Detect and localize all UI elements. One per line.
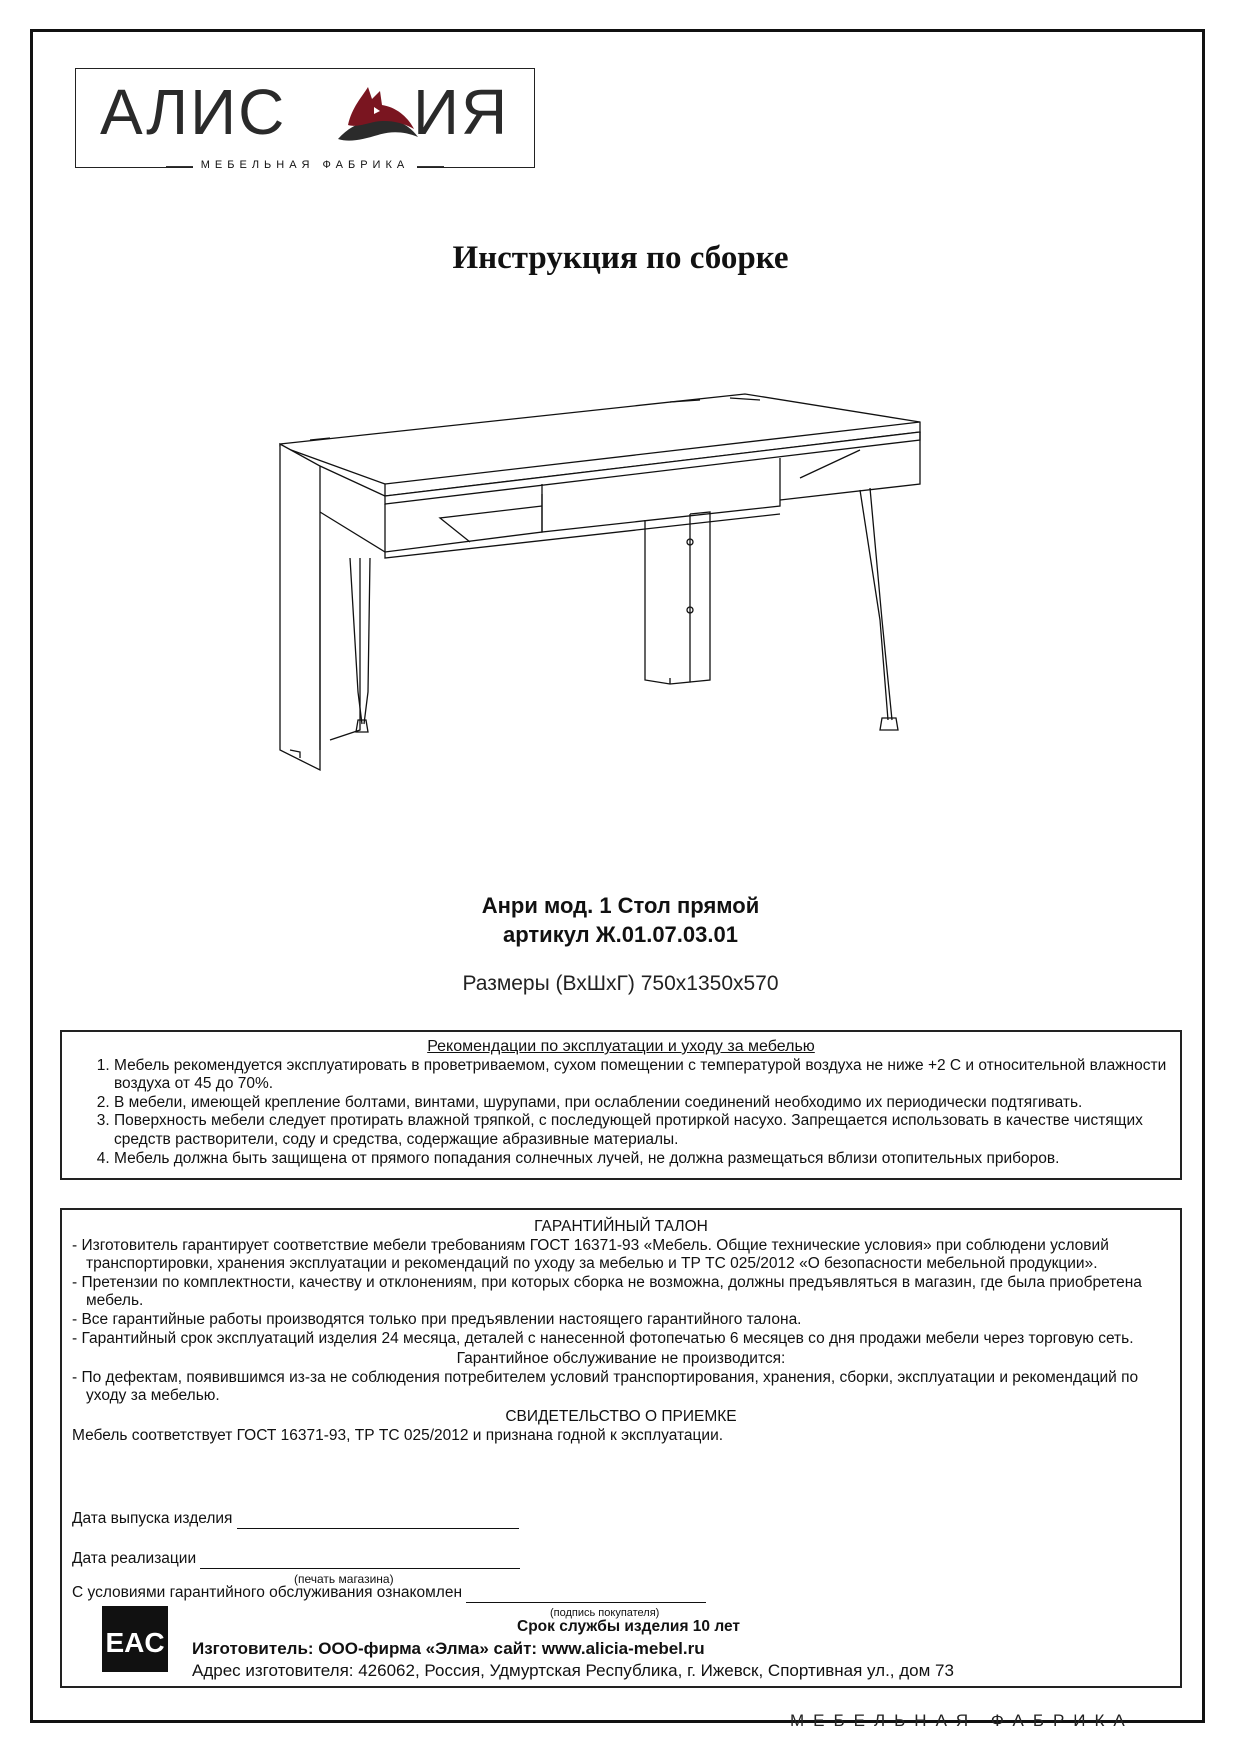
buyer-signature-field[interactable]: [466, 1602, 706, 1603]
recommendations-list: [74, 1057, 1168, 1169]
product-dimensions: Размеры (ВхШхГ) 750х1350х570: [462, 972, 779, 995]
agreement-label: С условиями гарантийного обслуживания ознакомлен: [72, 1584, 462, 1601]
warranty-card: [60, 1208, 1182, 1688]
desk-illustration: [270, 380, 930, 860]
product-name: Анри мод. 1 Стол прямой: [481, 893, 760, 918]
acceptance-title: СВИДЕТЕЛЬСТВО О ПРИЕМКЕ: [505, 1407, 737, 1425]
agreement-row: [72, 1584, 706, 1603]
logo-text-left: АЛИС: [100, 76, 287, 148]
brand-logo: [75, 68, 535, 171]
svg-text:EAC: EAC: [105, 1627, 165, 1658]
manufacturer-address: Адрес изготовителя: 426062, Россия, Удмуртская Республика, г. Ижевск, Спортивная ул., дом 73: [192, 1661, 954, 1680]
logo-subtitle: МЕБЕЛЬНАЯ ФАБРИКА: [76, 159, 534, 171]
care-recommendations: [60, 1030, 1182, 1180]
sale-date-row: [72, 1550, 520, 1569]
shop-stamp-caption: (печать магазина): [294, 1572, 394, 1586]
release-date-label: Дата выпуска изделия: [72, 1510, 233, 1527]
service-life: Срок службы изделия 10 лет: [517, 1618, 740, 1635]
list-item: 4. Мебель должна быть защищена от прямого попадания солнечных лучей, не должна размещаться вблизи отопительных приборов.: [114, 1150, 1168, 1169]
buyer-signature-caption: (подпись покупателя): [550, 1607, 660, 1619]
acceptance-text: Мебель соответствует ГОСТ 16371-93, ТР ТС 025/2012 и признана годной к эксплуатации.: [72, 1426, 724, 1444]
list-item: 2. В мебели, имеющей крепление болтами, винтами, шурупами, при ослаблении соединений необходимо их периодически подтягивать.: [114, 1094, 1168, 1113]
release-date-row: [72, 1510, 519, 1529]
list-item: - Гарантийный срок эксплуатаций изделия 24 месяца, деталей с нанесенной фотопечатью 6 месяцев со дня продажи мебели через торговую сеть.: [72, 1329, 1134, 1347]
list-item: 3. Поверхность мебели следует протирать влажной тряпкой, с последующей протиркой насухо. Запрещается использовать в качестве чистящих средств растворители, соду и средства, содержащие абразивные материалы.: [114, 1112, 1168, 1149]
release-date-field[interactable]: [237, 1528, 519, 1529]
eac-mark-icon: [102, 1606, 168, 1672]
warranty-title: ГАРАНТИЙНЫЙ ТАЛОН: [534, 1218, 708, 1235]
manufacturer-info: Изготовитель: ООО-фирма «Элма» сайт: www.alicia-mebel.ru: [192, 1639, 705, 1658]
sale-date-label: Дата реализации: [72, 1550, 197, 1567]
fox-logo-icon: [334, 81, 420, 151]
page-title: Инструкция по сборке: [452, 240, 789, 276]
no-service-title: Гарантийное обслуживание не производится:: [456, 1350, 786, 1368]
footer-brand: МЕБЕЛЬНАЯ ФАБРИКА: [790, 1711, 1134, 1730]
list-item: - По дефектам, появившимся из-за не соблюдения потребителем условий транспортирования, хранения, сборки, эксплуатации и рекомендаций по уходу за мебелью.: [72, 1368, 1139, 1405]
list-item: - Изготовитель гарантирует соответствие мебели требованиям ГОСТ 16371-93 «Мебель. Общие технические условия» при соблюдени условий транспортировки, хранения эксплуатации и рекомендаций по уходу за мебелью и ТР ТС 025/2012 «О безопасности мебельной продукции».: [72, 1236, 1109, 1273]
sale-date-field[interactable]: [200, 1568, 520, 1569]
list-item: - Претензии по комплектности, качеству и отклонениям, при которых сборка не возможна, должны предъявляться в магазин, где была приобретена мебель.: [72, 1273, 1142, 1310]
product-article: артикул Ж.01.07.03.01: [503, 922, 738, 947]
logo-text-right: ИЯ: [413, 76, 510, 148]
list-item: 1. Мебель рекомендуется эксплуатировать в проветриваемом, сухом помещении с температурой воздуха не ниже +2 С и относительной влажности воздуха от 45 до 70%.: [114, 1057, 1168, 1094]
recommendations-title: Рекомендации по эксплуатации и уходу за мебелью: [427, 1038, 815, 1055]
list-item: - Все гарантийные работы производятся только при предъявлении настоящего гарантийного талона.: [72, 1310, 802, 1328]
